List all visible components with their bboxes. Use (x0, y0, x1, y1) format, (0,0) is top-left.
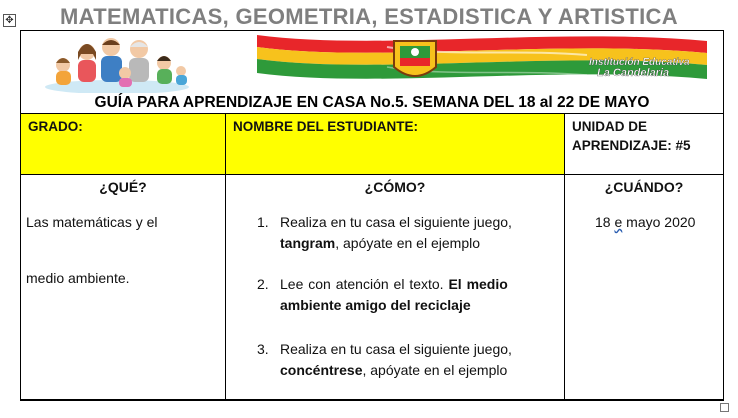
student-name-cell[interactable] (225, 113, 565, 175)
institution-name-line2: La Candelaria (597, 67, 670, 79)
step-2-keyword-a: El medio (448, 276, 508, 292)
step-1-line2 (280, 233, 558, 254)
cuando-column (564, 174, 724, 401)
move-icon: ✥ (5, 15, 14, 26)
grado-label: GRADO: (28, 119, 83, 134)
step-1-number: 1. (257, 214, 269, 230)
step-3 (257, 339, 562, 383)
step-1-line1: Realiza en tu casa el siguiente juego, (280, 214, 512, 230)
step-2 (257, 274, 562, 318)
step-2-number: 2. (257, 276, 269, 292)
step-3-keyword: concéntrese (280, 362, 363, 378)
step-2-keyword-b: ambiente amigo del reciclaje (280, 297, 471, 313)
grado-cell[interactable] (20, 113, 226, 175)
student-name-label: NOMBRE DEL ESTUDIANTE: (233, 119, 419, 134)
step-1 (257, 212, 562, 256)
step-3-line2 (280, 360, 558, 381)
que-heading: ¿QUÉ? (99, 179, 147, 195)
institution-name-line1: Institución Educativa (589, 57, 690, 68)
step-2-line1 (280, 274, 558, 295)
cuando-date-misspelled[interactable]: e (614, 214, 623, 230)
document-title: MATEMATICAS, GEOMETRIA, ESTADISTICA Y ARTISTICA (60, 4, 678, 29)
family-illustration (41, 35, 193, 93)
step-3-line1: Realiza en tu casa el siguiente juego, (280, 341, 512, 357)
cuando-heading: ¿CUÁNDO? (604, 179, 684, 195)
step-1-keyword: tangram (280, 235, 336, 251)
step-1-rest: , apóyate en el ejemplo (335, 235, 480, 251)
step-2-pre: Lee con atención el texto. (280, 276, 449, 292)
school-banner (257, 33, 707, 87)
cuando-date (595, 212, 695, 233)
como-heading: ¿CÓMO? (364, 179, 426, 195)
cuando-date-rest: mayo 2020 (622, 214, 696, 230)
step-2-line2 (280, 295, 558, 316)
learning-unit-label-line1: UNIDAD DE (572, 119, 648, 134)
guide-table (20, 30, 724, 400)
step-3-rest: , apóyate en el ejemplo (362, 362, 508, 378)
learning-unit-cell (564, 113, 724, 175)
que-text-line1: Las matemáticas y el (26, 214, 158, 230)
table-resize-handle[interactable] (720, 403, 729, 412)
learning-unit-label-line2: APRENDIZAJE: #5 (572, 138, 691, 153)
cuando-date-day: 18 (595, 214, 615, 230)
que-text-line2: medio ambiente. (26, 270, 130, 286)
como-column (225, 174, 565, 401)
que-column (20, 174, 226, 401)
guide-title: GUÍA PARA APRENDIZAJE EN CASA No.5. SEMANA DEL 18 al 22 DE MAYO (94, 94, 650, 111)
step-3-number: 3. (257, 341, 269, 357)
